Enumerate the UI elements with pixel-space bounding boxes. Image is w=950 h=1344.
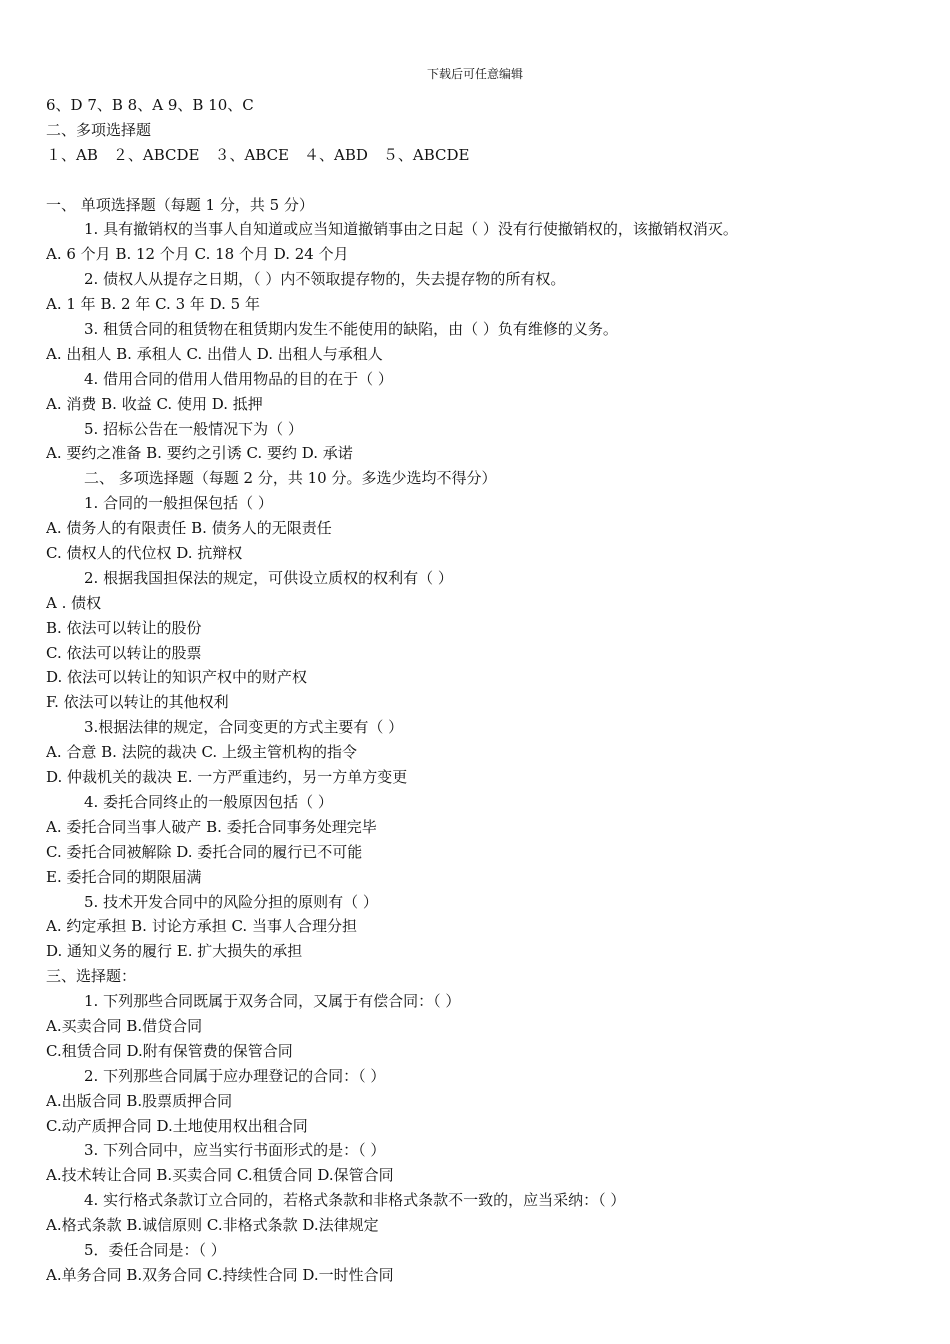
- text-line: 1. 具有撤销权的当事人自知道或应当知道撤销事由之日起（ ）没有行使撤销权的，该撤销权消灭。: [84, 220, 738, 239]
- text-line: E. 委托合同的期限届满: [46, 867, 202, 886]
- text-line: 三、选择题：: [46, 967, 137, 986]
- document-body: [46, 93, 916, 1288]
- text-line: A. 1 年 B. 2 年 C. 3 年 D. 5 年: [46, 295, 260, 314]
- text-line: D. 通知义务的履行 E. 扩大损失的承担: [46, 942, 303, 961]
- text-line: C.动产质押合同 D.土地使用权出租合同: [46, 1116, 308, 1135]
- text-line: 2. 债权人从提存之日期，（ ）内不领取提存物的，失去提存物的所有权。: [84, 270, 566, 289]
- text-line: 1. 下列那些合同既属于双务合同，又属于有偿合同：（ ）: [84, 992, 461, 1011]
- text-line: C. 依法可以转让的股票: [46, 643, 202, 662]
- text-line: A.出版合同 B.股票质押合同: [46, 1091, 233, 1110]
- text-line: 1. 合同的一般担保包括（ ）: [84, 494, 273, 513]
- text-line: A . 债权: [46, 593, 102, 612]
- text-line: A.格式条款 B.诚信原则 C.非格式条款 D.法律规定: [46, 1216, 379, 1235]
- text-line: A. 合意 B. 法院的裁决 C. 上级主管机构的指令: [46, 743, 357, 762]
- text-line: 5. 技术开发合同中的风险分担的原则有（ ）: [84, 892, 378, 911]
- text-line: 4. 委托合同终止的一般原因包括（ ）: [84, 792, 333, 811]
- text-line: A. 消费 B. 收益 C. 使用 D. 抵押: [46, 394, 263, 413]
- text-line: A. 6 个月 B. 12 个月 C. 18 个月 D. 24 个月: [46, 245, 349, 264]
- text-line: C.租赁合同 D.附有保管费的保管合同: [46, 1041, 293, 1060]
- text-line: 5. 招标公告在一般情况下为（ ）: [84, 419, 303, 438]
- page-header: 下载后可任意编辑: [426, 67, 523, 81]
- text-line: A. 约定承担 B. 讨论方承担 C. 当事人合理分担: [46, 917, 357, 936]
- text-line: 4. 实行格式条款订立合同的，若格式条款和非格式条款不一致的，应当采纳：（ ）: [84, 1191, 626, 1210]
- text-line: 2. 根据我国担保法的规定，可供设立质权的权利有（ ）: [84, 568, 453, 587]
- text-line: A.单务合同 B.双务合同 C.持续性合同 D.一时性合同: [46, 1265, 394, 1284]
- text-line: 二、 多项选择题（每题 2 分，共 10 分。多选少选均不得分）: [84, 469, 497, 488]
- text-line: 3. 租赁合同的租赁物在租赁期内发生不能使用的缺陷，由（ ）负有维修的义务。: [84, 320, 618, 339]
- text-line: A. 委托合同当事人破产 B. 委托合同事务处理完毕: [46, 817, 377, 836]
- text-line: 3. 下列合同中，应当实行书面形式的是：（ ）: [84, 1141, 386, 1160]
- text-line: C. 委托合同被解除 D. 委托合同的履行已不可能: [46, 842, 363, 861]
- text-line: 2. 下列那些合同属于应办理登记的合同：（ ）: [84, 1066, 386, 1085]
- blank-line: [46, 168, 916, 193]
- text-line: 一、 单项选择题（每题 1 分，共 5 分）: [46, 195, 314, 214]
- text-line: C. 债权人的代位权 D. 抗辩权: [46, 544, 243, 563]
- text-line: １、AB ２、ABCDE ３、ABCE ４、ABD ５、ABCDE: [46, 145, 470, 164]
- text-line: 4. 借用合同的借用人借用物品的目的在于（ ）: [84, 369, 393, 388]
- text-line: 二、多项选择题: [46, 120, 152, 139]
- text-line: A.技术转让合同 B.买卖合同 C.租赁合同 D.保管合同: [46, 1166, 394, 1185]
- text-line: 5．委任合同是：（ ）: [84, 1240, 226, 1259]
- text-line: 6、D 7、B 8、A 9、B 10、C: [46, 96, 254, 114]
- text-line: B. 依法可以转让的股份: [46, 618, 202, 637]
- text-line: 3.根据法律的规定，合同变更的方式主要有（ ）: [84, 718, 404, 737]
- text-line: A.买卖合同 B.借贷合同: [46, 1016, 203, 1035]
- text-line: D. 依法可以转让的知识产权中的财产权: [46, 668, 308, 687]
- text-line: D. 仲裁机关的裁决 E. 一方严重违约，另一方单方变更: [46, 768, 408, 787]
- text-line: F. 依法可以转让的其他权利: [46, 693, 229, 712]
- text-line: A. 债务人的有限责任 B. 债务人的无限责任: [46, 519, 332, 538]
- text-line: A. 要约之准备 B. 要约之引诱 C. 要约 D. 承诺: [46, 444, 353, 463]
- text-line: A. 出租人 B. 承租人 C. 出借人 D. 出租人与承租人: [46, 344, 383, 363]
